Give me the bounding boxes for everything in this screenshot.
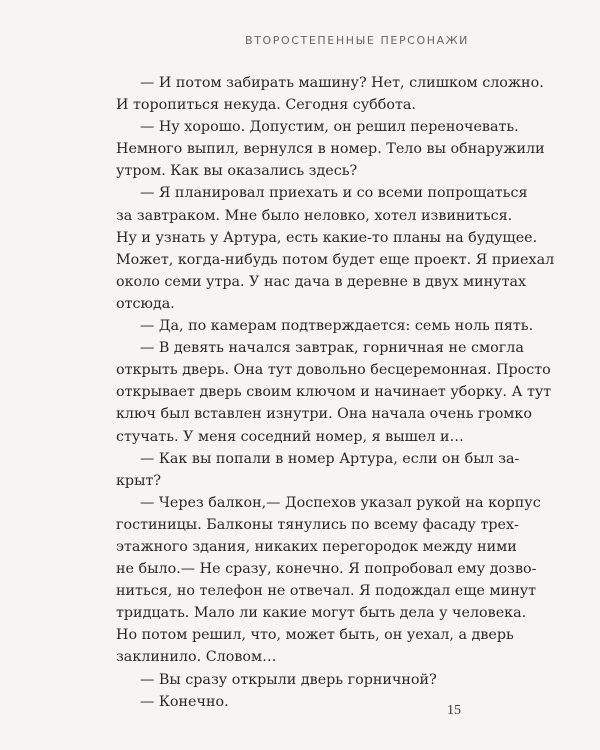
text-line: — Я планировал приехать и со всеми попрощаться xyxy=(140,185,528,202)
paragraph xyxy=(116,669,482,691)
paragraph xyxy=(116,691,482,713)
text-line: — В девять начался завтрак, горничная не смогла xyxy=(140,340,524,357)
text-line: — И потом забирать машину? Нет, слишком сложно. xyxy=(140,75,544,91)
text-line: — Вы сразу открыли дверь горничной? xyxy=(140,671,437,688)
text-line: около семи утра. У нас дача в деревне в двух минутах xyxy=(116,273,527,290)
text-line: И торопиться некуда. Сегодня суббота. xyxy=(116,97,416,114)
text-line: ключ был вставлен изнутри. Она начала очень громко xyxy=(116,406,532,423)
paragraph xyxy=(116,315,534,337)
text-line: отсюда. xyxy=(116,295,175,312)
text-line: — Как вы попали в номер Артура, если он был за- xyxy=(140,450,520,467)
paragraph xyxy=(116,116,545,182)
text-line: тридцать. Мало ли какие могут быть дела у человека. xyxy=(116,605,527,622)
text-line: Немного выпил, вернулся в номер. Тело вы обнаружили xyxy=(116,141,545,158)
text-line: гостиницы. Балконы тянулись по всему фасаду трех- xyxy=(116,516,519,533)
running-header: ВТОРОСТЕПЕННЫЕ ПЕРСОНАЖИ xyxy=(245,34,469,47)
text-line: Ну и узнать у Артура, есть какие-то планы на будущее. xyxy=(116,229,538,246)
text-line: заклинило. Словом… xyxy=(116,649,277,666)
paragraph xyxy=(116,492,541,669)
text-line: этажного здания, никаких перегородок между ними xyxy=(116,538,517,555)
paragraph xyxy=(116,448,520,492)
text-line: — Через балкон,— Доспехов указал рукой на корпус xyxy=(140,494,541,511)
text-line: открывает дверь своим ключом и начинает уборку. А тут xyxy=(116,384,552,401)
text-line: — Конечно. xyxy=(140,693,229,710)
text-line: ниться, но телефон не отвечал. Я подождал еще минут xyxy=(116,583,537,600)
text-line: за завтраком. Мне было неловко, хотел извиниться. xyxy=(116,207,513,224)
page-number: 15 xyxy=(447,703,461,718)
text-line: крыт? xyxy=(116,472,162,489)
paragraph xyxy=(116,72,544,116)
text-line: Может, когда-нибудь потом будет еще проект. Я приехал xyxy=(116,251,555,268)
text-line: открыть дверь. Она тут довольно бесцеремонная. Просто xyxy=(116,362,551,379)
paragraph xyxy=(116,182,555,315)
text-line: — Да, по камерам подтверждается: семь ноль пять. xyxy=(140,318,534,335)
paragraph xyxy=(116,337,552,447)
body-text xyxy=(116,72,555,713)
text-line: Но потом решил, что, может быть, он уехал, а дверь xyxy=(116,627,514,644)
text-line: стучать. У меня соседний номер, я вышел и… xyxy=(116,428,464,445)
text-line: — Ну хорошо. Допустим, он решил переночевать. xyxy=(140,119,519,136)
text-line: утром. Как вы оказались здесь? xyxy=(116,163,358,180)
text-line: не было.— Не сразу, конечно. Я попробовал ему дозво- xyxy=(116,561,537,578)
